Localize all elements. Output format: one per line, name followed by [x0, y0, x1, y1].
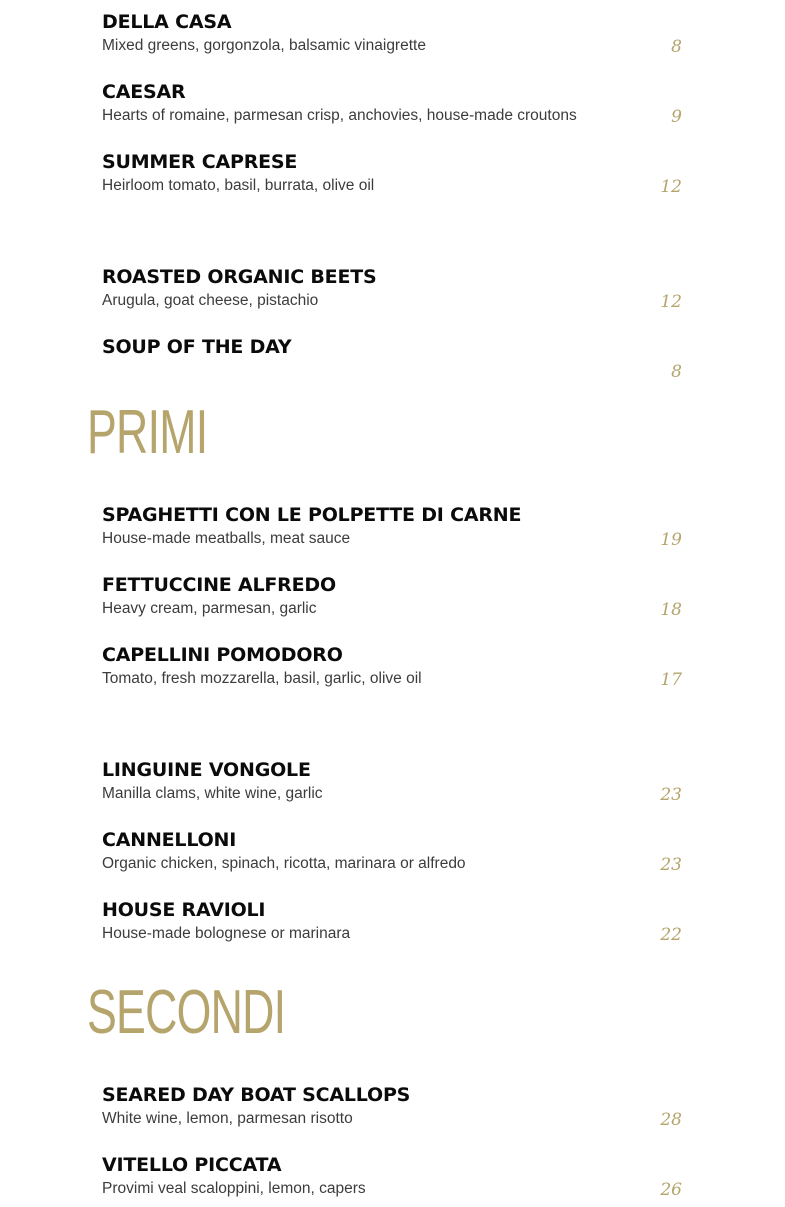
menu-item — [102, 150, 687, 210]
item-price: 12 — [660, 177, 682, 197]
menu-item — [102, 828, 687, 888]
item-price: 12 — [660, 292, 682, 312]
item-description: Heavy cream, parmesan, garlic — [102, 600, 317, 617]
menu-item — [102, 898, 687, 958]
item-description: Mixed greens, gorgonzola, balsamic vinaigrette — [102, 37, 426, 54]
section-title-secondi: SECONDI — [87, 978, 286, 1047]
item-price: 22 — [660, 925, 682, 945]
item-name: LINGUINE VONGOLE — [102, 759, 311, 781]
item-price: 8 — [671, 37, 682, 57]
menu-item — [102, 80, 687, 140]
item-description: House-made meatballs, meat sauce — [102, 530, 351, 547]
menu-item — [102, 643, 687, 703]
item-description: Hearts of romaine, parmesan crisp, anchovies, house-made croutons — [102, 107, 577, 124]
item-name: CAPELLINI POMODORO — [102, 644, 343, 666]
item-price: 28 — [660, 1110, 682, 1130]
section-title-primi: PRIMI — [87, 398, 208, 467]
item-description: Heirloom tomato, basil, burrata, olive oil — [102, 177, 375, 194]
item-name: CAESAR — [102, 81, 186, 103]
item-name: CANNELLONI — [102, 829, 237, 851]
item-name: SPAGHETTI CON LE POLPETTE DI CARNE — [102, 504, 522, 526]
menu-item — [102, 1083, 687, 1143]
menu-item — [102, 265, 687, 325]
item-price: 8 — [671, 362, 682, 382]
item-price: 9 — [671, 107, 682, 127]
item-name: ROASTED ORGANIC BEETS — [102, 266, 377, 288]
menu-item — [102, 10, 687, 70]
item-name: SUMMER CAPRESE — [102, 151, 298, 173]
item-description: Organic chicken, spinach, ricotta, marinara or alfredo — [102, 855, 466, 872]
menu-item — [102, 335, 687, 395]
menu-item — [102, 1153, 687, 1207]
item-price: 26 — [660, 1180, 682, 1200]
item-name: SOUP OF THE DAY — [102, 336, 292, 358]
item-price: 19 — [660, 530, 682, 550]
item-name: FETTUCCINE ALFREDO — [102, 574, 336, 596]
item-price: 23 — [660, 855, 682, 875]
menu-item — [102, 758, 687, 818]
item-name: DELLA CASA — [102, 11, 232, 33]
item-price: 23 — [660, 785, 682, 805]
item-price: 18 — [660, 600, 682, 620]
item-price: 17 — [660, 670, 682, 690]
item-description: House-made bolognese or marinara — [102, 925, 351, 942]
menu-item — [102, 573, 687, 633]
item-description: Tomato, fresh mozzarella, basil, garlic, olive oil — [102, 670, 422, 687]
item-description: Arugula, goat cheese, pistachio — [102, 292, 319, 309]
item-description: Manilla clams, white wine, garlic — [102, 785, 323, 802]
item-name: SEARED DAY BOAT SCALLOPS — [102, 1084, 411, 1106]
item-name: HOUSE RAVIOLI — [102, 899, 266, 921]
item-description: White wine, lemon, parmesan risotto — [102, 1110, 353, 1127]
item-description: Provimi veal scaloppini, lemon, capers — [102, 1180, 366, 1197]
item-name: VITELLO PICCATA — [102, 1154, 282, 1176]
menu-item — [102, 503, 687, 563]
